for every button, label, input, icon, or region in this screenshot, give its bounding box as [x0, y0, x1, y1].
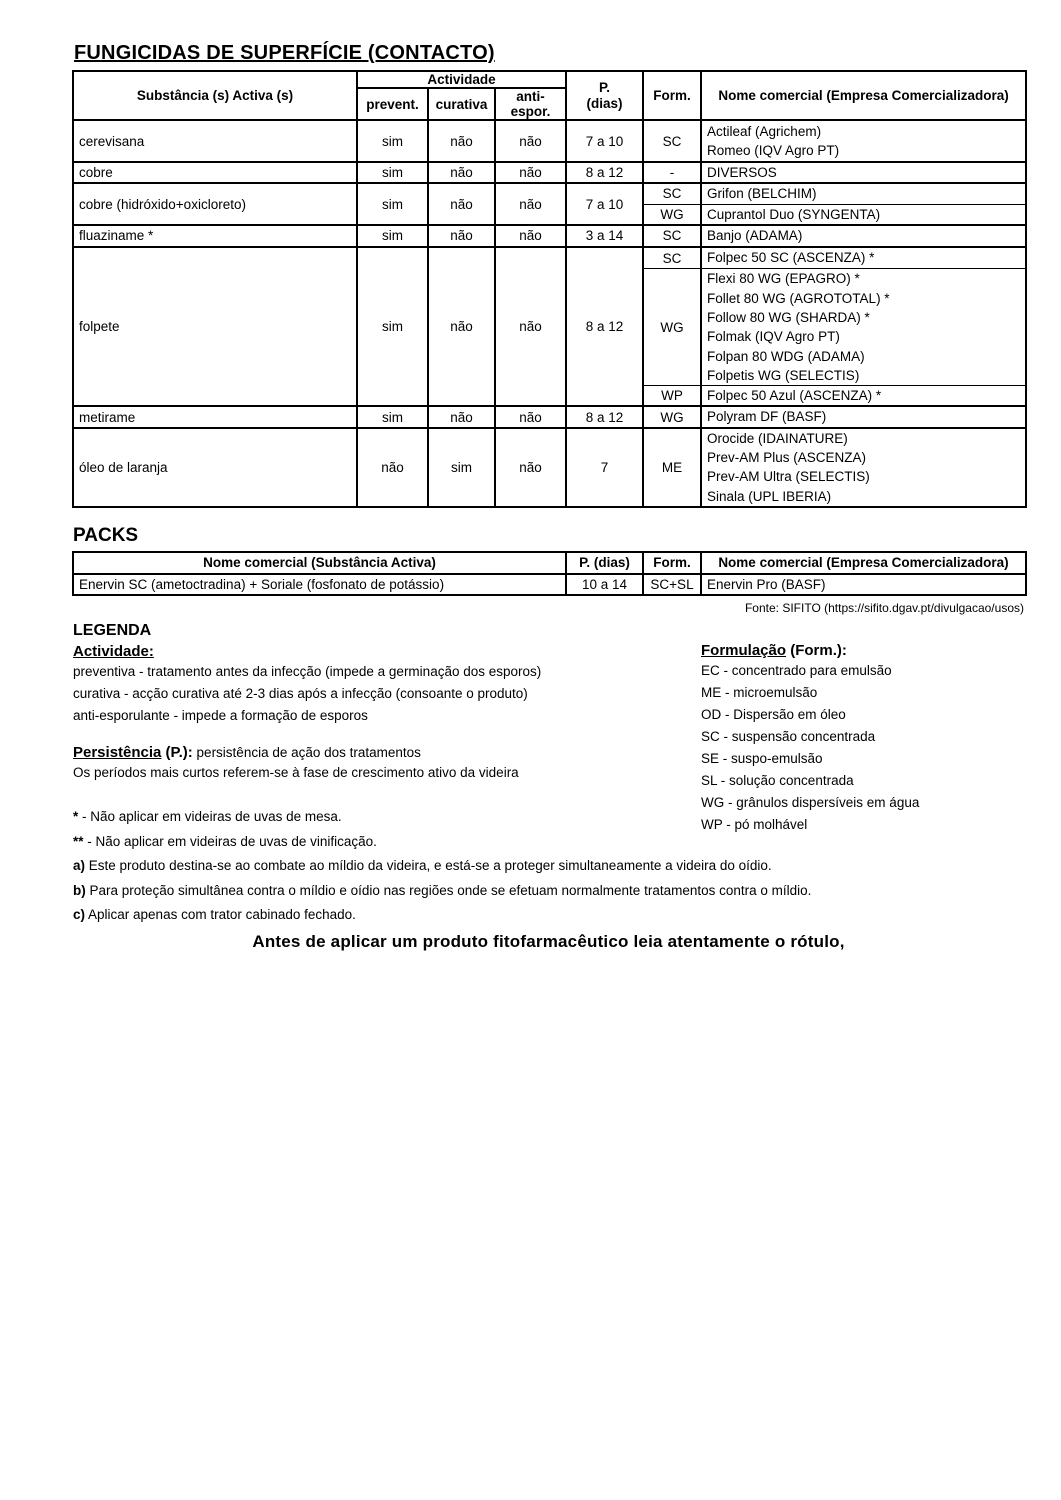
products-cell — [701, 269, 1026, 386]
product-line: Orocide (IDAINATURE) — [707, 430, 848, 446]
product-line: Polyram DF (BASF) — [707, 409, 827, 425]
substancia-cell: fluaziname * — [73, 225, 357, 247]
table-row — [73, 247, 1026, 269]
product-line: Cuprantol Duo (SYNGENTA) — [707, 206, 881, 222]
legend-item: anti-esporulante - impede a formação de esporos — [73, 708, 368, 724]
packs-substancia-cell: Enervin SC (ametoctradina) + Soriale (fosfonato de potássio) — [73, 574, 566, 595]
p-dias-cell: 7 a 10 — [566, 183, 643, 225]
table-row — [73, 120, 1026, 162]
curativa-cell: sim — [428, 428, 495, 507]
formulacao-item: ME - microemulsão — [701, 685, 818, 701]
header-prevent: prevent. — [357, 88, 428, 120]
anti-espor-cell: não — [495, 162, 566, 183]
form-cell: WG — [643, 204, 701, 225]
header-actividade: Actividade — [357, 71, 566, 88]
prevent-cell: sim — [357, 406, 428, 427]
prevent-cell: sim — [357, 162, 428, 183]
legend-item: preventiva - tratamento antes da infecção (impede a germinação dos esporos) — [73, 664, 542, 680]
products-cell — [701, 162, 1026, 183]
form-cell: WP — [643, 386, 701, 407]
table-row — [73, 406, 1026, 427]
table-row — [73, 428, 1026, 507]
footnote-c — [73, 903, 1025, 928]
product-line: Sinala (UPL IBERIA) — [707, 488, 832, 504]
substancia-cell: folpete — [73, 247, 357, 407]
footnote-text: Para proteção simultânea contra o míldio e oídio nas regiões onde se efetuam normalmente tratamentos contra o míldio. — [85, 882, 812, 898]
persistencia-description: persistência de ação dos tratamentos — [192, 745, 421, 761]
formulacao-item: SC - suspensão concentrada — [701, 729, 876, 745]
form-cell: SC — [643, 247, 701, 269]
product-line: Grifon (BELCHIM) — [707, 186, 817, 202]
products-cell — [701, 406, 1026, 427]
header-form: Form. — [643, 71, 701, 120]
prevent-cell: sim — [357, 183, 428, 225]
anti-espor-cell: não — [495, 428, 566, 507]
form-cell: SC — [643, 120, 701, 162]
p-dias-cell: 8 a 12 — [566, 406, 643, 427]
p-dias-cell: 3 a 14 — [566, 225, 643, 247]
product-line: Folpec 50 SC (ASCENZA) * — [707, 250, 875, 266]
formulacao-item: SE - suspo-emulsão — [701, 751, 823, 767]
p-dias-cell: 8 a 12 — [566, 162, 643, 183]
product-line: Actileaf (Agrichem) — [707, 123, 822, 139]
product-line: Folmak (IQV Agro PT) — [707, 329, 840, 345]
anti-espor-cell: não — [495, 183, 566, 225]
product-line: Flexi 80 WG (EPAGRO) * — [707, 271, 860, 287]
header-p-line1: P. — [599, 79, 611, 95]
footnote-text: Aplicar apenas com trator cabinado fechado. — [85, 907, 356, 923]
substancia-cell: cerevisana — [73, 120, 357, 162]
legend-item: curativa - acção curativa até 2-3 dias após a infecção (consoante o produto) — [73, 686, 528, 702]
anti-espor-cell: não — [495, 406, 566, 427]
header-p-dias — [566, 71, 643, 120]
product-line: Folpetis WG (SELECTIS) — [707, 367, 860, 383]
packs-p-dias-cell: 10 a 14 — [566, 574, 643, 595]
anti-espor-cell: não — [495, 225, 566, 247]
footnote-marker: b) — [73, 882, 86, 898]
packs-empresa-cell: Enervin Pro (BASF) — [701, 574, 1026, 595]
product-line: Folpan 80 WDG (ADAMA) — [707, 348, 865, 364]
prevent-cell: sim — [357, 247, 428, 407]
packs-table — [72, 551, 1027, 596]
formulacao-item: WG - grânulos dispersíveis em água — [701, 795, 920, 811]
footnote-b — [73, 879, 1025, 904]
substancia-cell: cobre (hidróxido+oxicloreto) — [73, 183, 357, 225]
actividade-heading-text: Actividade: — [73, 643, 154, 661]
prevent-cell: sim — [357, 225, 428, 247]
product-line: Follow 80 WG (SHARDA) * — [707, 309, 870, 325]
source-note: Fonte: SIFITO (https://sifito.dgav.pt/divulgacao/usos) — [744, 601, 1024, 616]
curativa-cell: não — [428, 183, 495, 225]
product-line: Prev-AM Ultra (SELECTIS) — [707, 469, 870, 485]
footnote-a — [73, 854, 1025, 879]
substancia-cell: cobre — [73, 162, 357, 183]
form-cell: SC — [643, 183, 701, 204]
p-dias-cell: 8 a 12 — [566, 247, 643, 407]
header-anti-espor: anti-espor. — [495, 88, 566, 120]
form-cell: WG — [643, 406, 701, 427]
form-cell: SC — [643, 225, 701, 247]
legend-section — [72, 622, 1025, 952]
formulacao-heading-text: Formulação — [701, 642, 787, 660]
header-substancia: Substância (s) Activa (s) — [73, 71, 357, 120]
packs-header-nome-empresa: Nome comercial (Empresa Comercializadora) — [701, 552, 1026, 574]
product-line: Banjo (ADAMA) — [707, 228, 803, 244]
prevent-cell: sim — [357, 120, 428, 162]
product-line: Follet 80 WG (AGROTOTAL) * — [707, 290, 890, 306]
products-cell — [701, 120, 1026, 162]
formulacao-item: SL - solução concentrada — [701, 773, 854, 789]
formulacao-column — [700, 642, 1030, 836]
fungicides-table — [72, 70, 1027, 508]
warning-statement: Antes de aplicar um produto fitofarmacêutico leia atentamente o rótulo, — [252, 931, 845, 951]
legend-title: LEGENDA — [73, 622, 152, 640]
product-line: DIVERSOS — [707, 165, 777, 180]
products-cell — [701, 204, 1026, 225]
substancia-cell: óleo de laranja — [73, 428, 357, 507]
formulacao-heading-abbrev: (Form.): — [786, 642, 847, 660]
formulacao-item: WP - pó molhável — [701, 817, 808, 833]
product-line: Prev-AM Plus (ASCENZA) — [707, 450, 867, 466]
packs-header-form: Form. — [643, 552, 701, 574]
page-content — [72, 0, 1025, 952]
footnote-text: - Não aplicar em videiras de uvas de vinificação. — [83, 833, 377, 849]
products-cell — [701, 386, 1026, 407]
product-line: Romeo (IQV Agro PT) — [707, 143, 840, 158]
persistencia-heading-text: Persistência — [73, 744, 162, 762]
packs-title: PACKS — [73, 524, 139, 546]
persistencia-note: Os períodos mais curtos referem-se à fase de crescimento ativo da videira — [73, 765, 519, 781]
footnote-marker: a) — [73, 858, 86, 874]
formulacao-item: EC - concentrado para emulsão — [701, 663, 892, 679]
p-dias-cell: 7 — [566, 428, 643, 507]
header-curativa: curativa — [428, 88, 495, 120]
products-cell — [701, 183, 1026, 204]
table-row — [73, 574, 1026, 595]
table-row — [73, 162, 1026, 183]
form-cell: WG — [643, 269, 701, 386]
header-nome-comercial: Nome comercial (Empresa Comercializadora) — [701, 71, 1026, 120]
footnote-marker: * — [73, 809, 79, 825]
packs-header-p-dias: P. (dias) — [566, 552, 643, 574]
persistencia-heading-abbrev: (P.): — [161, 744, 193, 762]
footnote-marker: ** — [73, 833, 84, 849]
table-row — [73, 183, 1026, 204]
prevent-cell: não — [357, 428, 428, 507]
curativa-cell: não — [428, 247, 495, 407]
header-p-line2: (dias) — [586, 95, 623, 111]
curativa-cell: não — [428, 120, 495, 162]
footnote-text: Este produto destina-se ao combate ao míldio da videira, e está-se a proteger simultaneamente a videira do oídio. — [85, 858, 772, 874]
form-cell: - — [643, 162, 701, 183]
substancia-cell: metirame — [73, 406, 357, 427]
packs-form-cell: SC+SL — [643, 574, 701, 595]
curativa-cell: não — [428, 225, 495, 247]
products-cell — [701, 225, 1026, 247]
products-cell — [701, 247, 1026, 269]
page-title: FUNGICIDAS DE SUPERFÍCIE (CONTACTO) — [74, 42, 495, 64]
footnote-text: - Não aplicar em videiras de uvas de mesa. — [78, 809, 342, 825]
product-line: Folpec 50 Azul (ASCENZA) * — [707, 388, 882, 404]
anti-espor-cell: não — [495, 247, 566, 407]
products-cell — [701, 428, 1026, 507]
anti-espor-cell: não — [495, 120, 566, 162]
curativa-cell: não — [428, 162, 495, 183]
formulacao-heading — [701, 642, 1030, 659]
p-dias-cell: 7 a 10 — [566, 120, 643, 162]
table-row — [73, 225, 1026, 247]
packs-header-nome-substancia: Nome comercial (Substância Activa) — [73, 552, 566, 574]
form-cell: ME — [643, 428, 701, 507]
curativa-cell: não — [428, 406, 495, 427]
footnote-marker: c) — [73, 907, 86, 923]
formulacao-item: OD - Dispersão em óleo — [701, 707, 846, 723]
